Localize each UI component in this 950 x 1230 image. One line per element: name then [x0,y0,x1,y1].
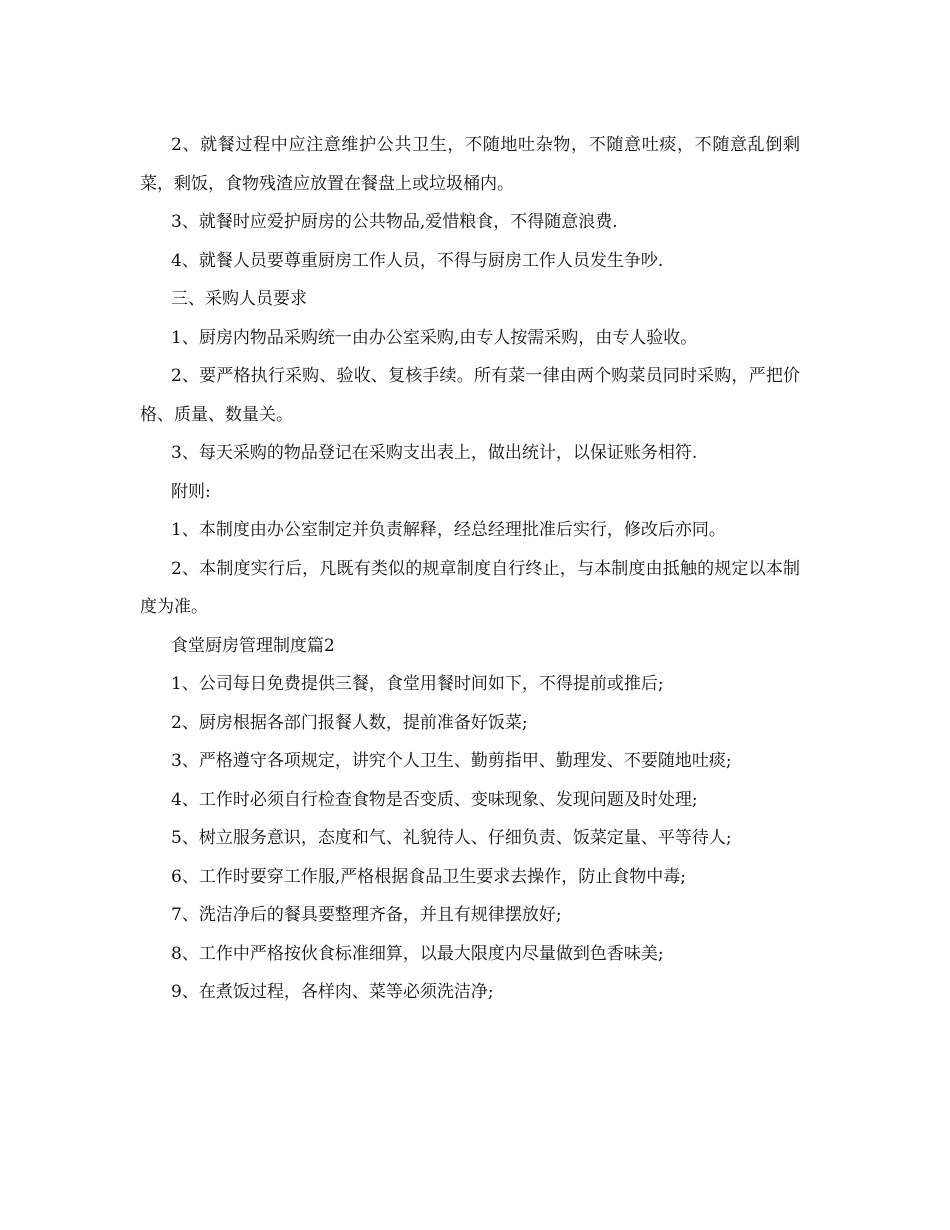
paragraph-respect-staff: 4、就餐人员要尊重厨房工作人员，不得与厨房工作人员发生争吵. [171,250,664,271]
list-item: 3、严格遵守各项规定，讲究个人卫生、勤剪指甲、勤理发、不要随地吐痰; [171,751,732,771]
document-body [140,126,800,1012]
list-item: 2、厨房根据各部门报餐人数，提前准备好饭菜; [171,712,528,733]
paragraph-protect-property: 3、就餐时应爱护厨房的公共物品,爱惜粮食，不得随意浪费. [171,212,618,232]
list-item: 5、树立服务意识，态度和气、礼貌待人、仔细负责、饭菜定量、平等待人; [171,828,732,848]
list-item: 1、公司每日免费提供三餐，食堂用餐时间如下，不得提前或推后; [171,674,664,694]
paragraph-appendix-interpretation: 1、本制度由办公室制定并负责解释，经总经理批准后实行，修改后亦同。 [171,520,726,540]
paragraph-appendix-effect: 2、本制度实行后，凡既有类似的规章制度自行终止，与本制度由抵触的规定以本制度为准。 [140,558,800,617]
list-item: 9、在煮饭过程，各样肉、菜等必须洗洁净; [171,982,494,1002]
list-item: 6、工作时要穿工作服,严格根据食品卫生要求去操作，防止食物中毒; [171,866,686,887]
list-item: 4、工作时必须自行检查食物是否变质、变味现象、发现问题及时处理; [171,789,698,810]
list-item: 8、工作中严格按伙食标准细算，以最大限度内尽量做到色香味美; [171,943,664,964]
section-heading-appendix: 附则: [171,481,211,502]
section-heading-purchasing: 三、采购人员要求 [171,289,307,309]
section-heading-part2: 食堂厨房管理制度篇2 [171,635,335,656]
paragraph-dining-hygiene: 2、就餐过程中应注意维护公共卫生，不随地吐杂物，不随意吐痰，不随意乱倒剩菜，剩饭，食物残渣应放置在餐盘上或垃圾桶内。 [140,135,800,194]
paragraph-purchasing-unified: 1、厨房内物品采购统一由办公室采购,由专人按需采购，由专人验收。 [171,327,698,348]
paragraph-purchasing-record: 3、每天采购的物品登记在采购支出表上，做出统计，以保证账务相符. [171,443,698,463]
paragraph-purchasing-procedure: 2、要严格执行采购、验收、复核手续。所有菜一律由两个购菜员同时采购，严把价格、质量、数量关。 [140,366,800,425]
list-item: 7、洗洁净后的餐具要整理齐备，并且有规律摆放好; [171,905,562,925]
